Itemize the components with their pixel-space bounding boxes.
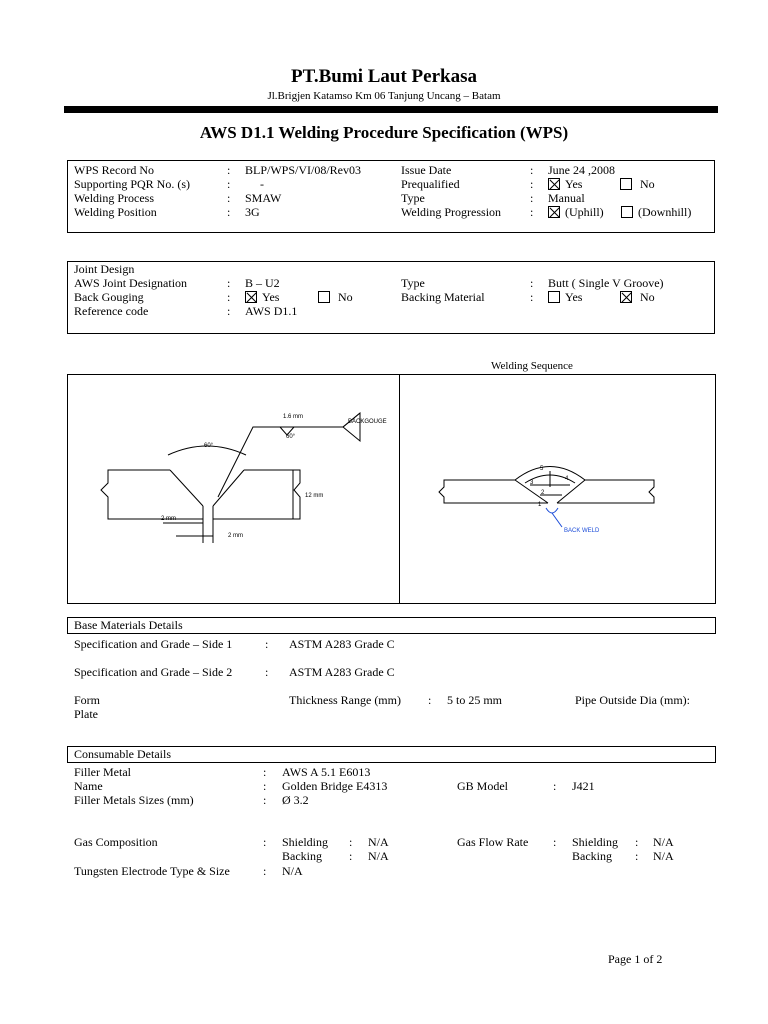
shielding-label: Shielding	[282, 835, 329, 849]
document-title: AWS D1.1 Welding Procedure Specification (WPS)	[199, 123, 569, 142]
base-section-label: Base Materials Details	[74, 618, 183, 632]
progression-label: Welding Progression	[401, 205, 502, 219]
pipe-dia-label: Pipe Outside Dia (mm):	[575, 693, 690, 707]
flow-shielding-value: N/A	[653, 835, 674, 849]
colon: :	[263, 835, 267, 849]
colon: :	[265, 665, 269, 679]
colon: :	[530, 276, 534, 290]
name-value: Golden Bridge E4313	[282, 779, 388, 793]
colon: :	[530, 191, 534, 205]
back-weld-leader	[552, 513, 562, 527]
wps-position-label: Welding Position	[74, 205, 157, 219]
gb-model-value: J421	[572, 779, 595, 793]
left-plate	[101, 470, 203, 519]
dim-top-label: 1.6 mm	[283, 414, 304, 420]
form-label: Form	[74, 693, 101, 707]
colon: :	[349, 835, 353, 849]
gb-model-label: GB Model	[457, 779, 508, 793]
pass-1-label: 1	[538, 502, 542, 508]
yes-label: Yes	[565, 290, 583, 304]
wps-pqr-value: -	[260, 177, 264, 191]
wps-info-box	[67, 160, 715, 233]
thickness-range-label: Thickness Range (mm)	[289, 693, 401, 707]
backing-gas-value: N/A	[368, 849, 389, 863]
wps-record-label: WPS Record No	[74, 163, 154, 177]
welding-sequence-drawing	[400, 375, 715, 603]
flow-backing-label: Backing	[572, 849, 612, 863]
colon: :	[428, 693, 432, 707]
joint-type-label: Type	[401, 276, 425, 290]
side1-value: ASTM A283 Grade C	[289, 637, 395, 651]
no-label: No	[640, 290, 655, 304]
welding-sequence-title: Welding Sequence	[491, 360, 573, 372]
backing-no[interactable]	[620, 290, 655, 305]
colon: :	[530, 205, 534, 219]
reference-label: Reference code	[74, 304, 149, 318]
uphill-option[interactable]	[548, 205, 604, 220]
colon: :	[553, 835, 557, 849]
tungsten-label: Tungsten Electrode Type & Size	[74, 864, 230, 878]
consumable-section-label: Consumable Details	[74, 747, 171, 761]
no-label: No	[338, 290, 353, 304]
leader-line	[218, 427, 343, 497]
no-label: No	[640, 177, 655, 191]
form-value: Plate	[74, 707, 98, 721]
wps-record-value: BLP/WPS/VI/08/Rev03	[245, 163, 362, 177]
colon: :	[263, 779, 267, 793]
pass-5-label: 5	[540, 466, 544, 472]
joint-type-value: Butt ( Single V Groove)	[548, 276, 664, 290]
downhill-label: (Downhill)	[638, 205, 692, 219]
colon: :	[227, 191, 231, 205]
gap-label-b: 2 mm	[228, 533, 243, 539]
joint-section-label: Joint Design	[74, 262, 135, 276]
colon: :	[349, 849, 353, 863]
checkbox-unchecked[interactable]	[621, 206, 633, 218]
angle-label-b: 60°	[286, 434, 296, 440]
backgouge-label: BACKGOUGE	[348, 419, 387, 425]
backing-yes[interactable]	[548, 290, 582, 305]
wps-process-label: Welding Process	[74, 191, 155, 205]
colon: :	[227, 290, 231, 304]
thickness-range-value: 5 to 25 mm	[447, 693, 503, 707]
backgouge-symbol	[343, 413, 360, 441]
pass-2-label: 2	[541, 490, 545, 496]
joint-design-box	[67, 261, 715, 334]
page-number: Page 1 of 2	[608, 952, 663, 966]
back-weld-label: BACK WELD	[564, 528, 600, 534]
tungsten-value: N/A	[282, 864, 303, 878]
colon: :	[263, 864, 267, 878]
gas-flow-label: Gas Flow Rate	[457, 835, 529, 849]
back-gouging-label: Back Gouging	[74, 290, 144, 304]
gas-composition-label: Gas Composition	[74, 835, 158, 849]
colon: :	[635, 849, 639, 863]
checkbox-unchecked[interactable]	[548, 291, 560, 303]
wps-process-value: SMAW	[245, 191, 282, 205]
company-address: Jl.Brigjen Katamso Km 06 Tanjung Uncang – Batam	[267, 90, 501, 102]
backing-label: Backing Material	[401, 290, 485, 304]
flow-backing-value: N/A	[653, 849, 674, 863]
uphill-label: (Uphill)	[565, 205, 604, 219]
wps-position-value: 3G	[245, 205, 260, 219]
name-label: Name	[74, 779, 103, 793]
colon: :	[530, 290, 534, 304]
prequalified-yes[interactable]	[548, 177, 582, 192]
backing-gas-label: Backing	[282, 849, 322, 863]
flow-shielding-label: Shielding	[572, 835, 619, 849]
checkbox-checked[interactable]	[548, 206, 560, 218]
back-gouging-yes[interactable]	[245, 290, 279, 305]
colon: :	[530, 177, 534, 191]
type-value: Manual	[548, 191, 585, 205]
prequalified-label: Prequalified	[401, 177, 460, 191]
bevel-right	[557, 480, 585, 503]
side1-label: Specification and Grade – Side 1	[74, 637, 233, 651]
colon: :	[227, 276, 231, 290]
joint-designation-value: B – U2	[245, 276, 280, 290]
reference-value: AWS D1.1	[245, 304, 298, 318]
side2-value: ASTM A283 Grade C	[289, 665, 395, 679]
pass-3-label: 3	[530, 480, 534, 486]
yes-label: Yes	[262, 290, 280, 304]
joint-design-drawing	[68, 375, 399, 603]
company-name: PT.Bumi Laut Perkasa	[291, 66, 477, 87]
wps-pqr-label: Supporting PQR No. (s)	[74, 177, 191, 191]
prequalified-no[interactable]	[620, 177, 655, 192]
header-rule	[64, 106, 718, 113]
type-label: Type	[401, 191, 425, 205]
colon: :	[227, 163, 231, 177]
side2-label: Specification and Grade – Side 2	[74, 665, 233, 679]
gap-label-a: 2 mm	[161, 516, 176, 522]
checkbox-checked[interactable]	[548, 178, 560, 190]
right-plate	[213, 470, 300, 519]
back-gouging-no[interactable]	[318, 290, 353, 305]
issue-date-label: Issue Date	[401, 163, 452, 177]
angle-label-a: 60°	[204, 443, 214, 449]
checkbox-unchecked[interactable]	[318, 291, 330, 303]
bevel-left	[170, 470, 203, 506]
checkbox-checked[interactable]	[620, 291, 632, 303]
colon: :	[553, 779, 557, 793]
colon: :	[227, 177, 231, 191]
yes-label: Yes	[565, 177, 583, 191]
sizes-value: Ø 3.2	[282, 793, 309, 807]
shielding-value: N/A	[368, 835, 389, 849]
colon: :	[263, 793, 267, 807]
checkbox-checked[interactable]	[245, 291, 257, 303]
filler-value: AWS A 5.1 E6013	[282, 765, 371, 779]
filler-label: Filler Metal	[74, 765, 131, 779]
colon: :	[530, 163, 534, 177]
thickness-label: 12 mm	[305, 493, 324, 499]
back-weld-bead	[546, 508, 558, 513]
checkbox-unchecked[interactable]	[620, 178, 632, 190]
colon: :	[635, 835, 639, 849]
colon: :	[265, 637, 269, 651]
colon: :	[227, 304, 231, 318]
colon: :	[227, 205, 231, 219]
pass-4-label: 4	[565, 476, 569, 482]
joint-designation-label: AWS Joint Designation	[74, 276, 188, 290]
sizes-label: Filler Metals Sizes (mm)	[74, 793, 194, 807]
downhill-option[interactable]	[621, 205, 691, 220]
colon: :	[263, 765, 267, 779]
issue-date-value: June 24 ,2008	[548, 163, 615, 177]
